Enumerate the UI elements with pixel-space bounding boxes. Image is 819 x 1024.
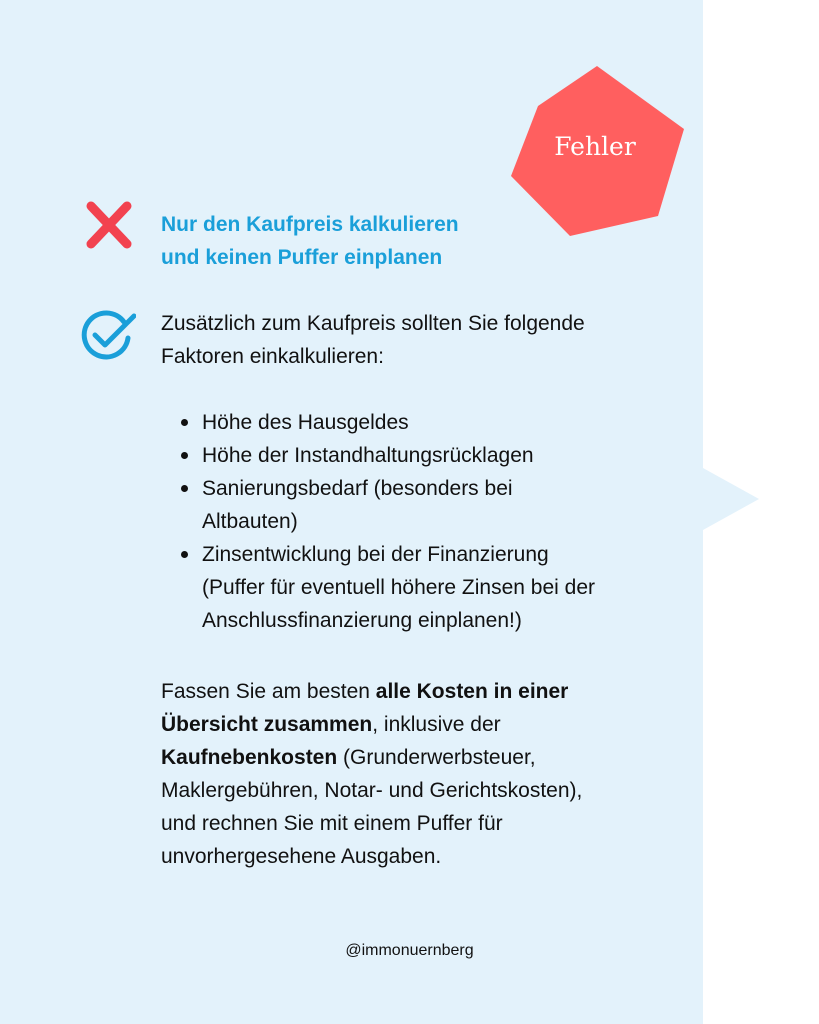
list-item: Höhe des Hausgeldes — [180, 406, 680, 439]
summary-paragraph: Fassen Sie am besten alle Kosten in einer Übersicht zusammen, inklusive der Kaufnebenkosten (Grunderwerbsteuer, Maklergebühren, Notar- und Gerichtskosten), und rechnen Sie mit einem Puffer für unvorhergesehene Ausgaben. — [161, 680, 583, 868]
social-handle: @immonuernberg — [345, 942, 474, 959]
mistake-heading — [161, 208, 581, 274]
intro-line-2: Faktoren einkalkulieren: — [161, 345, 384, 368]
intro-line-1: Zusätzlich zum Kaufpreis sollten Sie folgende — [161, 312, 585, 335]
cost-factor-list — [180, 406, 680, 637]
checkmark-circle-icon — [80, 308, 136, 362]
speech-pointer — [703, 468, 759, 530]
list-item: Höhe der Instandhaltungsrücklagen — [180, 439, 680, 472]
cross-icon — [85, 200, 133, 250]
solution-intro — [161, 307, 681, 373]
list-item: Zinsentwicklung bei der Finanzierung (Puffer für eventuell höhere Zinsen bei der Anschlussfinanzierung einplanen!) — [180, 538, 680, 637]
badge-label: Fehler — [554, 132, 636, 161]
mistake-line-2: und keinen Puffer einplanen — [161, 246, 443, 269]
mistake-line-1: Nur den Kaufpreis kalkulieren — [161, 213, 459, 236]
list-item: Sanierungsbedarf (besonders bei Altbauten) — [180, 472, 680, 538]
